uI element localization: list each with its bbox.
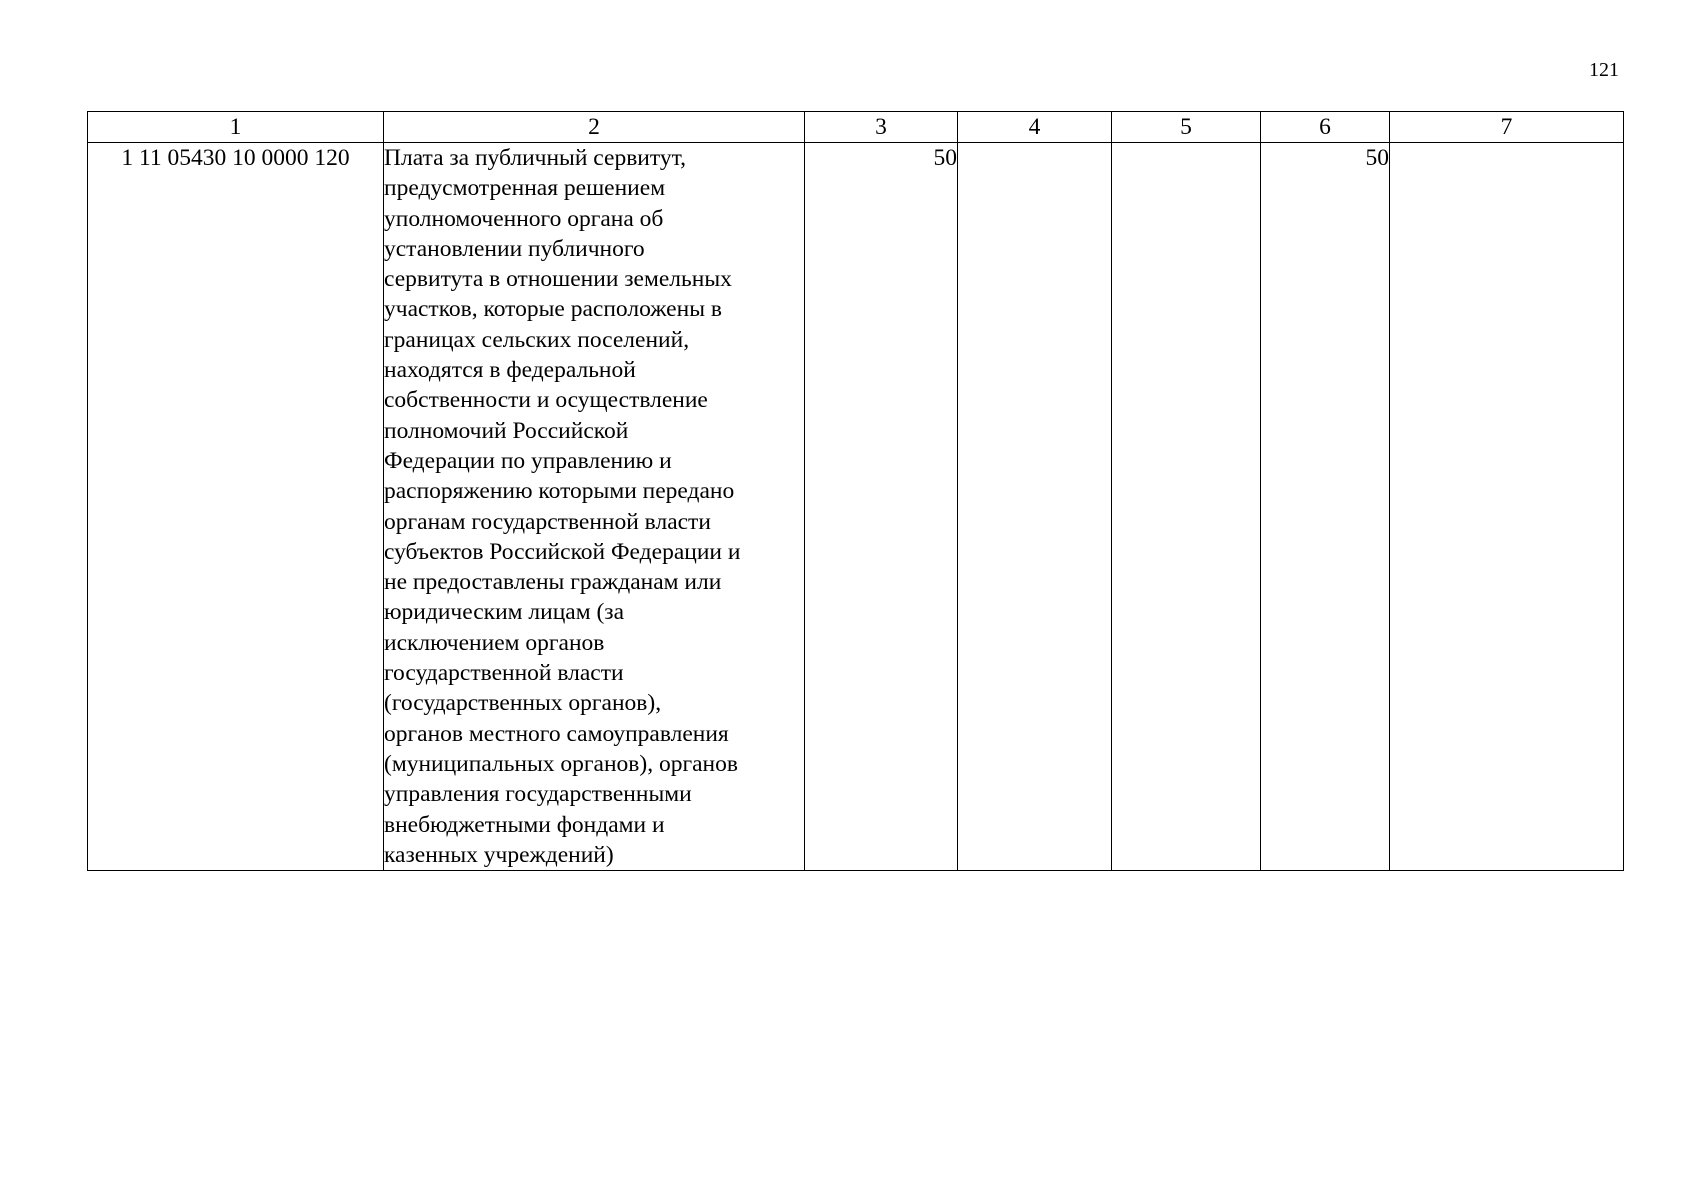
description-line: государственной власти (384, 660, 624, 687)
value-cell-col6: 50 (1261, 143, 1390, 871)
header-cell-4: 4 (958, 112, 1112, 143)
description-line: предусмотренная решением (384, 175, 666, 202)
header-cell-1: 1 (88, 112, 384, 143)
description-line: (муниципальных органов), органов (384, 750, 738, 777)
description-line: внебюджетными фондами и (384, 811, 665, 838)
header-cell-3: 3 (805, 112, 958, 143)
header-cell-7: 7 (1390, 112, 1624, 143)
description-line: установлении публичного (384, 235, 645, 262)
description-line: собственности и осуществление (384, 387, 708, 414)
header-cell-5: 5 (1112, 112, 1261, 143)
value-cell-col3: 50 (805, 143, 958, 871)
description-line: уполномоченного органа об (384, 205, 664, 232)
description-line: субъектов Российской Федерации и (384, 538, 741, 565)
description-line: управления государственными (384, 781, 692, 808)
description-line: органам государственной власти (384, 508, 711, 535)
description-line: участков, которые расположены в (384, 296, 722, 323)
header-cell-6: 6 (1261, 112, 1390, 143)
table-header-row (88, 112, 1624, 143)
description-line: границах сельских поселений, (384, 326, 690, 353)
description-line: казенных учреждений) (384, 841, 614, 868)
page-number: 121 (1589, 59, 1619, 81)
description-cell (384, 143, 805, 871)
budget-table (87, 111, 1624, 871)
description-line: органов местного самоуправления (384, 720, 729, 747)
description-line: находятся в федеральной (384, 357, 636, 384)
description-line: не предоставлены гражданам или (384, 569, 722, 596)
header-cell-2: 2 (384, 112, 805, 143)
description-line: Федерации по управлению и (384, 447, 672, 474)
description-line: сервитута в отношении земельных (384, 266, 732, 293)
description-line: исключением органов (384, 629, 605, 656)
value-cell-col5 (1112, 143, 1261, 871)
description-line: распоряжению которыми передано (384, 478, 735, 505)
description-line: (государственных органов), (384, 690, 662, 717)
description-line: полномочий Российской (384, 417, 629, 444)
value-cell-col4 (958, 143, 1112, 871)
description-line: юридическим лицам (за (384, 599, 625, 626)
table-row (88, 143, 1624, 871)
budget-code-cell: 1 11 05430 10 0000 120 (88, 143, 384, 871)
description-line: Плата за публичный сервитут, (384, 145, 686, 171)
value-cell-col7 (1390, 143, 1624, 871)
